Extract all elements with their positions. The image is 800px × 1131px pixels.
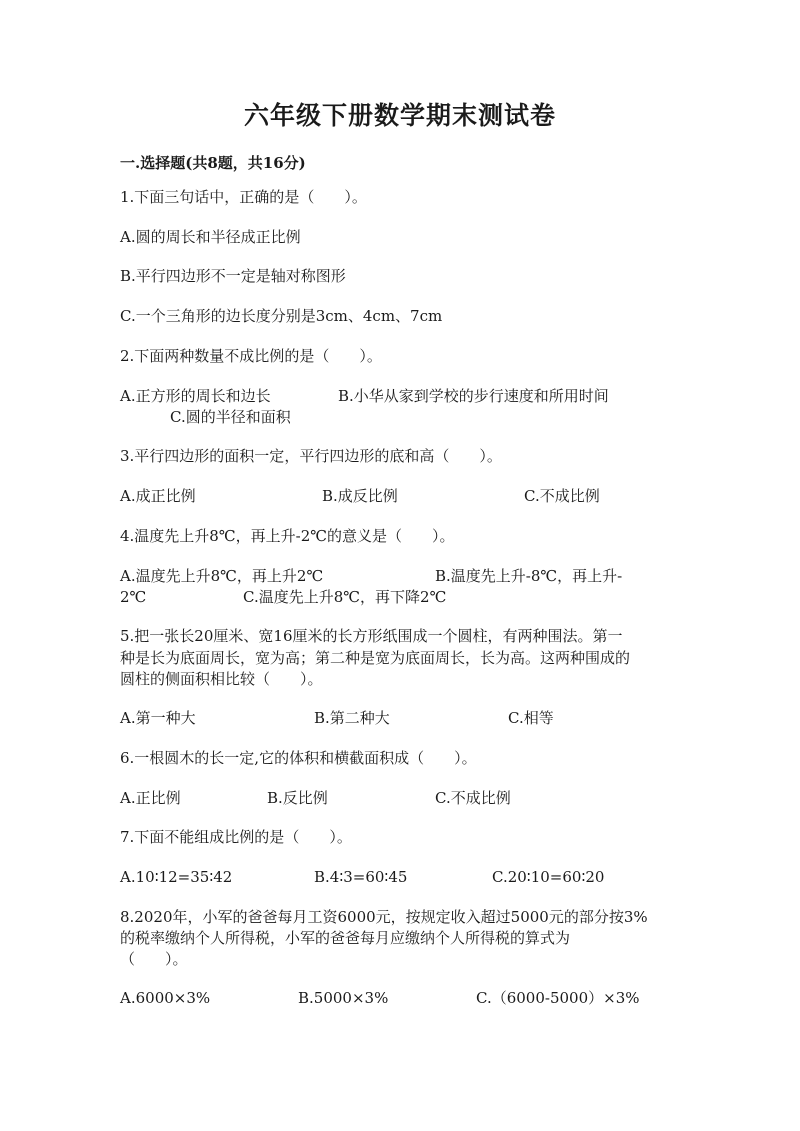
question-4-option-b-continued: 2℃ <box>120 588 147 606</box>
question-5-stem-line-3: 圆柱的侧面积相比较（ ）。 <box>120 670 323 688</box>
question-4-option-c: C.温度先上升8℃，再下降2℃ <box>243 588 447 606</box>
question-7-option-b: B.4∶3=60∶45 <box>314 868 408 886</box>
question-6-option-a: A.正比例 <box>120 789 181 807</box>
question-3-option-c: C.不成比例 <box>524 487 600 505</box>
question-7-option-c: C.20∶10=60∶20 <box>492 868 605 886</box>
question-4-stem: 4.温度先上升8℃，再上升-2℃的意义是（ ）。 <box>120 527 455 545</box>
question-3-option-a: A.成正比例 <box>120 487 196 505</box>
question-8-stem-line-1: 8.2020年，小军的爸爸每月工资6000元，按规定收入超过5000元的部分按3% <box>120 908 648 926</box>
section-heading: 一.选择题(共8题，共16分) <box>120 154 306 172</box>
question-2-option-b: B.小华从家到学校的步行速度和所用时间 <box>338 387 609 405</box>
question-5-option-c: C.相等 <box>508 709 554 727</box>
question-2-option-c: C.圆的半径和面积 <box>170 408 291 426</box>
question-1-option-c: C.一个三角形的边长度分别是3cm、4cm、7cm <box>120 307 443 325</box>
question-6-option-c: C.不成比例 <box>435 789 511 807</box>
question-3-stem: 3.平行四边形的面积一定，平行四边形的底和高（ ）。 <box>120 447 502 465</box>
question-6-stem: 6.一根圆木的长一定,它的体积和横截面积成（ ）。 <box>120 749 477 767</box>
question-8-option-c: C.（6000-5000）×3% <box>476 989 640 1007</box>
question-1-option-a: A.圆的周长和半径成正比例 <box>120 228 301 246</box>
question-2-option-a: A.正方形的周长和边长 <box>120 387 271 405</box>
question-5-stem-line-1: 5.把一张长20厘米、宽16厘米的长方形纸围成一个圆柱，有两种围法。第一 <box>120 627 623 645</box>
page-title: 六年级下册数学期末测试卷 <box>243 101 556 130</box>
question-5-stem-line-2: 种是长为底面周长，宽为高；第二种是宽为底面周长，长为高。这两种围成的 <box>120 649 631 667</box>
question-1-option-b: B.平行四边形不一定是轴对称图形 <box>120 267 346 285</box>
question-4-option-b: B.温度先上升-8℃，再上升- <box>435 567 623 585</box>
question-8-option-b: B.5000×3% <box>298 989 389 1007</box>
question-1-stem: 1.下面三句话中，正确的是（ ）。 <box>120 188 367 206</box>
question-8-stem-line-3: （ ）。 <box>120 950 188 968</box>
question-7-stem: 7.下面不能组成比例的是（ ）。 <box>120 828 352 846</box>
question-8-stem-line-2: 的税率缴纳个人所得税，小军的爸爸每月应缴纳个人所得税的算式为 <box>120 929 571 947</box>
question-6-option-b: B.反比例 <box>267 789 328 807</box>
question-2-stem: 2.下面两种数量不成比例的是（ ）。 <box>120 347 382 365</box>
question-8-option-a: A.6000×3% <box>120 989 211 1007</box>
question-3-option-b: B.成反比例 <box>322 487 398 505</box>
question-5-option-a: A.第一种大 <box>120 709 196 727</box>
question-4-option-a: A.温度先上升8℃，再上升2℃ <box>120 567 324 585</box>
question-7-option-a: A.10∶12=35∶42 <box>120 868 233 886</box>
question-5-option-b: B.第二种大 <box>314 709 390 727</box>
